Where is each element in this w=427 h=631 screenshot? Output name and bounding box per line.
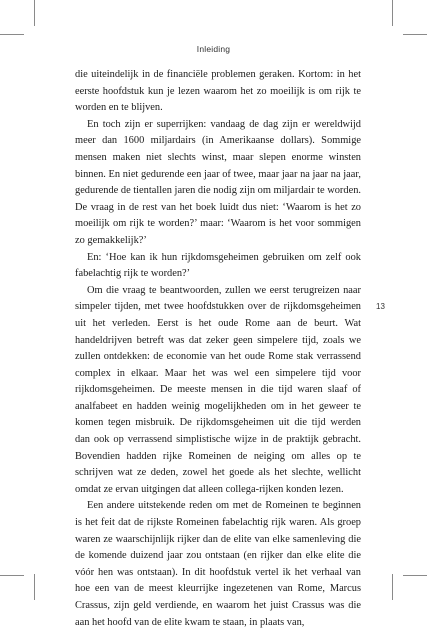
paragraph: Een andere uitstekende reden om met de Romeinen te beginnen is het feit dat de rijkste Romeinen fabelachtig rijk waren. Als groep waren ze waarschijnlijk rijker dan de elite van elke samenleving die de komende duizend jaar zou ontstaan (en rijker dan elke elite die vóór hen was ontstaan). In dit hoofdstuk vertel ik het verhaal van hoe een van de meest kleurrijke ingezetenen van Rome, Marcus Crassus, zijn geld verdiende, en waarom het juist Crassus was die aan het hoofd van de elite kwam te staan, in plaats van, [75, 500, 361, 628]
paragraph: die uiteindelijk in de financiële problemen geraken. Kortom: in het eerste hoofdstuk kun je lezen waarom het zo moeilijk is om rijk te worden en te blijven. [75, 69, 361, 114]
crop-mark [392, 574, 393, 600]
crop-mark [403, 34, 427, 35]
running-head: Inleiding [196, 44, 231, 54]
crop-mark [403, 575, 427, 576]
page-number: 13 [376, 302, 385, 311]
body-text [75, 67, 361, 631]
crop-mark [392, 0, 393, 26]
crop-mark [0, 575, 24, 576]
crop-mark [0, 34, 24, 35]
paragraph: En: ‘Hoe kan ik hun rijkdomsgeheimen gebruiken om zelf ook fabelachtig rijk te worden?’ [75, 251, 361, 280]
crop-mark [34, 0, 35, 26]
crop-mark [34, 574, 35, 600]
paragraph: En toch zijn er superrijken: vandaag de dag zijn er wereldwijd meer dan 1600 miljardairs (in Amerikaanse dollars). Sommige mensen maken niet slechts winst, maar slepen enorme winsten binnen. En niet gedurende een jaar of twee, maar jaar na jaar na jaar, gedurende de tientallen jaren die nodig zijn om miljardair te worden. De vraag in de rest van het boek luidt dus niet: ‘Waarom is het zo moeilijk om rijk te worden?’ maar: ‘Waarom is het voor sommigen zo gemakkelijk?’ [75, 118, 361, 246]
paragraph: Om die vraag te beantwoorden, zullen we eerst terugreizen naar simpeler tijden, met twee hoofdstukken over de rijkdomsgeheimen uit het verleden. Eerst is het oude Rome aan de beurt. Wat handeldrijven betreft was dat zeker geen simpelere tijd, zoals we zullen ontdekken: de economie van het oude Rome stak verrassend complex in elkaar. Maar het was wel een simpelere tijd voor rijkdomsgeheimen. De meeste mensen in die tijd waren slaaf of analfabeet en hadden weinig mogelijkheden om in het geweer te komen tegen misbruik. De rijkdomsgeheimen uit die tijd werden dan ook op verrassend simplistische wijze in de praktijk gebracht. Bovendien hadden rijke Romeinen de neiging om alles op te schrijven wat ze deden, zowel het goede als het slechte, wellicht omdat ze ervan uitgingen dat alleen collega-rijken konden lezen. [75, 284, 361, 495]
